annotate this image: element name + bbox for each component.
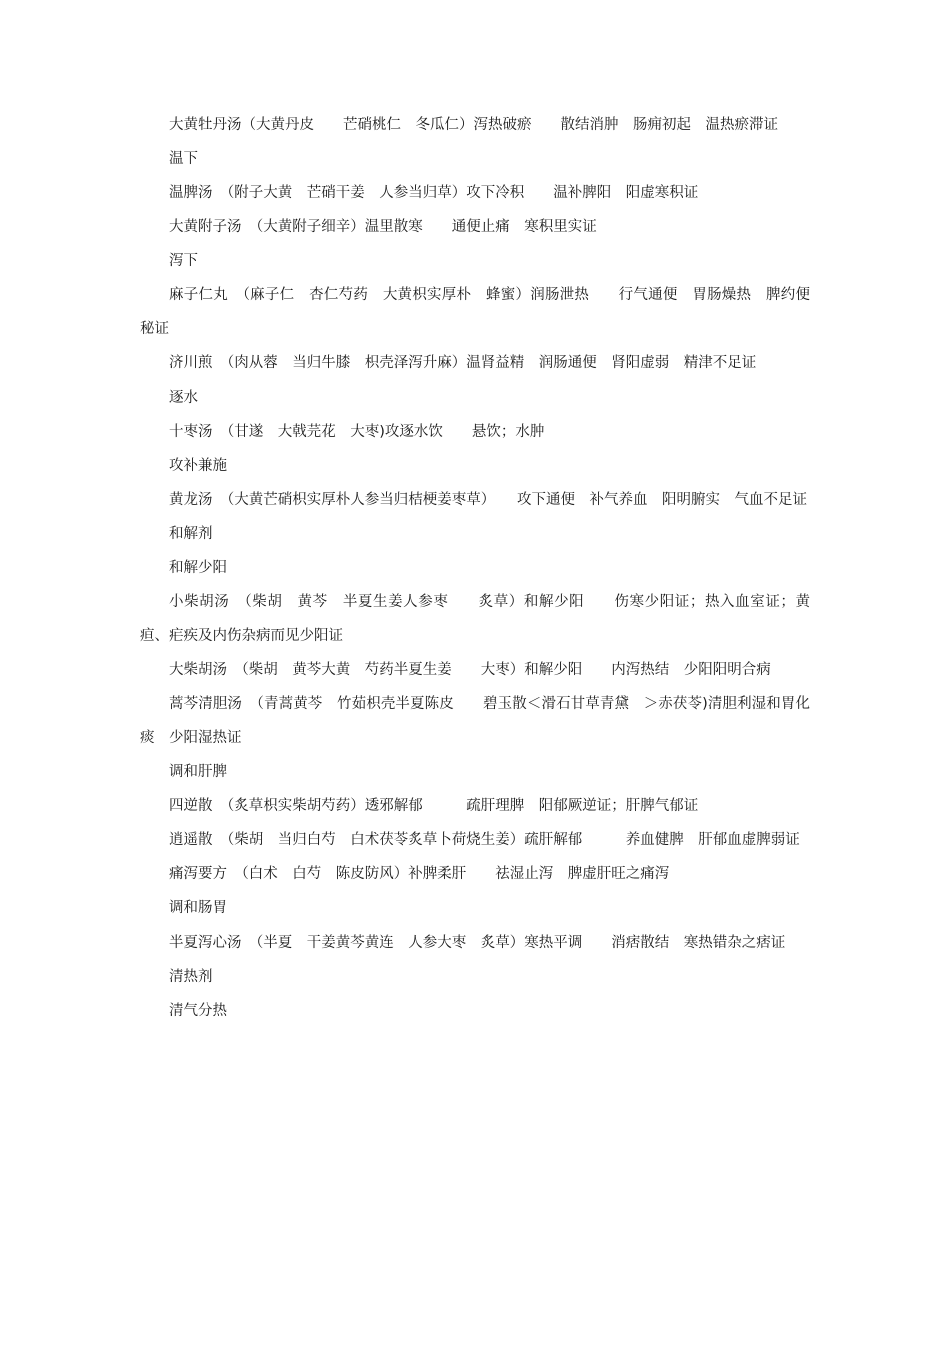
section-heading: 调和肝脾: [169, 764, 227, 781]
section-heading: 清气分热: [169, 1002, 227, 1019]
paragraph: 济川煎 （肉从蓉 当归牛膝 枳壳泽泻升麻）温肾益精 润肠通便 肾阳虚弱 精津不足证: [169, 355, 757, 372]
paragraph: 痛泻要方 （白术 白芍 陈皮防风）补脾柔肝 祛湿止泻 脾虚肝旺之痛泻: [169, 866, 670, 883]
paragraph: 小柴胡汤 （柴胡 黄芩 半夏生姜人参枣 炙草）和解少阳 伤寒少阳证；热入血室证；黄疸、疟疾及内伤杂病而见少阳证: [140, 593, 810, 644]
section-heading: 逐水: [169, 389, 198, 406]
section-heading: 调和肠胃: [169, 900, 227, 917]
paragraph: 大柴胡汤 （柴胡 黄芩大黄 芍药半夏生姜 大枣）和解少阳 内泻热结 少阳阳明合病: [169, 662, 771, 678]
section-heading: 和解剂: [169, 525, 213, 542]
paragraph: 麻子仁丸 （麻子仁 杏仁芍药 大黄枳实厚朴 蜂蜜）润肠泄热 行气通便 胃肠燥热 脾约便秘证: [140, 287, 810, 338]
section-heading: 攻补兼施: [169, 457, 227, 474]
paragraph: 大黄牡丹汤（大黄丹皮 芒硝桃仁 冬瓜仁）泻热破瘀 散结消肿 肠痈初起 温热瘀滞证: [169, 117, 778, 133]
section-heading: 和解少阳: [169, 559, 227, 576]
paragraph: 温脾汤 （附子大黄 芒硝干姜 人参当归草）攻下冷积 温补脾阳 阳虚寒积证: [169, 185, 699, 202]
paragraph: 黄龙汤 （大黄芒硝枳实厚朴人参当归桔梗姜枣草） 攻下通便 补气养血 阳明腑实 气血不足证: [169, 491, 807, 508]
section-heading: 泻下: [169, 253, 198, 270]
paragraph: 蒿芩清胆汤 （青蒿黄芩 竹茹枳壳半夏陈皮 碧玉散＜滑石甘草青黛 ＞赤茯苓)清胆利湿和胃化痰 少阳湿热证: [140, 696, 810, 747]
section-heading: 温下: [169, 151, 198, 168]
document-body: [140, 108, 810, 1028]
paragraph: 逍遥散 （柴胡 当归白芍 白术茯苓炙草卜荷烧生姜）疏肝解郁 养血健脾 肝郁血虚脾弱证: [169, 832, 800, 849]
paragraph: 大黄附子汤 （大黄附子细辛）温里散寒 通便止痛 寒积里实证: [169, 219, 597, 236]
section-heading: 清热剂: [169, 968, 213, 985]
paragraph: 半夏泻心汤 （半夏 干姜黄芩黄连 人参大枣 炙草）寒热平调 消痞散结 寒热错杂之痞证: [169, 934, 786, 951]
paragraph: 十枣汤 （甘遂 大戟芫花 大枣)攻逐水饮 悬饮；水肿: [169, 423, 545, 440]
paragraph: 四逆散 （炙草枳实柴胡芍药）透邪解郁 疏肝理脾 阳郁厥逆证；肝脾气郁证: [169, 798, 699, 815]
